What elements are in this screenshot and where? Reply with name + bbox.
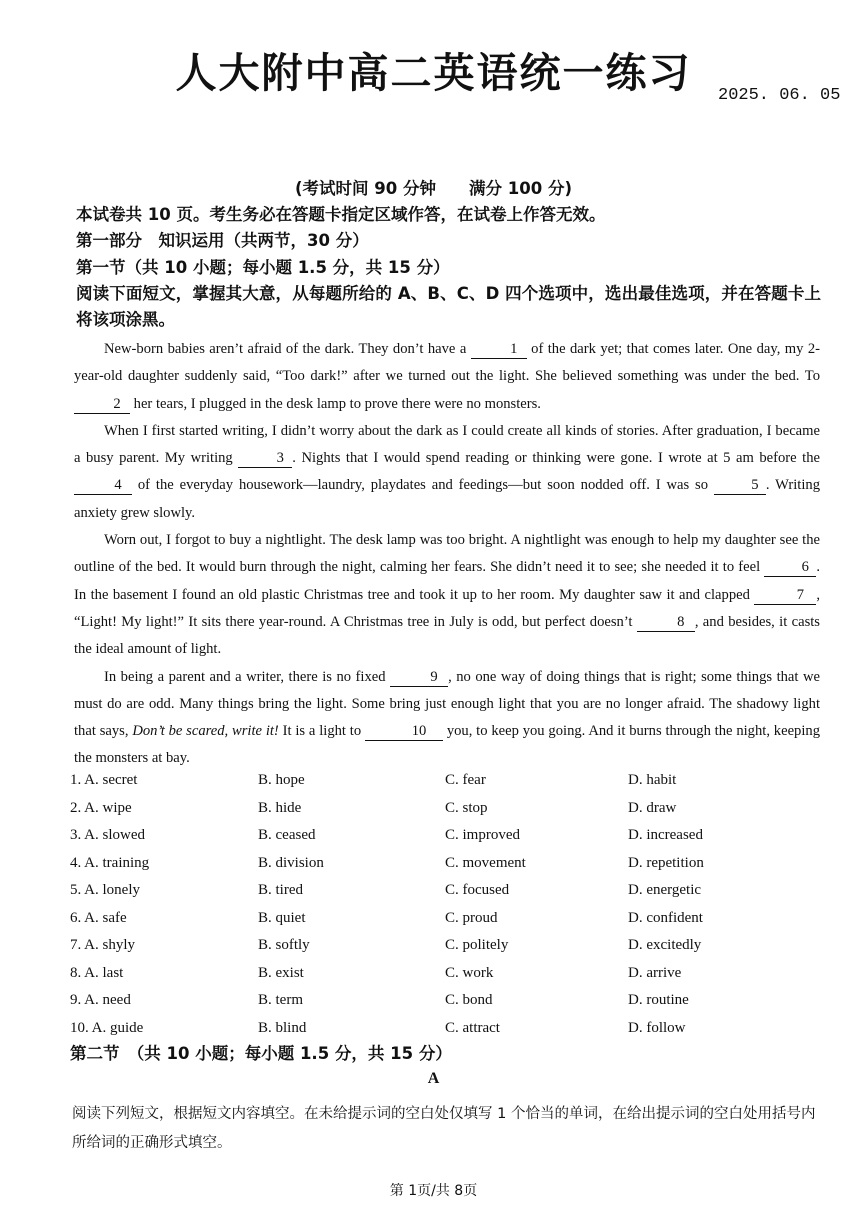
page-number: 第 1页/共 8页 bbox=[389, 1183, 478, 1199]
blank-10: 10 bbox=[365, 722, 443, 741]
cloze-passage bbox=[74, 336, 820, 773]
option-b: B. tired bbox=[258, 882, 303, 898]
option-c: C. stop bbox=[445, 799, 488, 816]
option-row bbox=[70, 992, 830, 1020]
passage-paragraph-1 bbox=[74, 336, 820, 418]
section2-subheading: A bbox=[427, 1070, 440, 1087]
passage-text: . In the basement I found an old plastic Christmas tree and took it up to her room. My daughter saw it and clapped bbox=[74, 559, 820, 603]
option-a: 9. A. need bbox=[70, 992, 131, 1008]
passage-text: . Writing anxiety grew slowly. bbox=[74, 477, 820, 521]
passage-italic-quote: Don’t be scared, write it! bbox=[132, 723, 279, 740]
blank-2: 2 bbox=[74, 395, 130, 414]
exam-date: 2025. 06. 05 bbox=[718, 86, 841, 105]
option-c: C. proud bbox=[445, 909, 498, 926]
option-b: B. ceased bbox=[258, 827, 316, 843]
option-c: C. bond bbox=[445, 992, 493, 1008]
passage-text: , “Light! My light!” It sits there year-round. A Christmas tree in July is odd, but perfect doesn’t bbox=[74, 586, 820, 630]
blank-7: 7 bbox=[754, 586, 816, 605]
option-row bbox=[70, 882, 830, 910]
option-a: 2. A. wipe bbox=[70, 799, 132, 816]
option-b: B. division bbox=[258, 854, 324, 871]
option-c: C. movement bbox=[445, 854, 526, 871]
option-row bbox=[70, 827, 830, 855]
blank-5: 5 bbox=[714, 476, 766, 495]
option-d: D. excitedly bbox=[628, 937, 702, 953]
option-c: C. improved bbox=[445, 827, 520, 843]
option-row bbox=[70, 855, 830, 883]
blank-1: 1 bbox=[471, 340, 527, 359]
blank-8: 8 bbox=[637, 613, 695, 632]
blank-3: 3 bbox=[238, 449, 292, 468]
option-d: D. follow bbox=[628, 1019, 686, 1036]
passage-text: . Nights that I would spend reading or thinking were gone. I wrote at 5 am before the bbox=[292, 450, 820, 467]
passage-text: of the dark yet; that comes later. One day, my 2-year-old daughter suddenly said, “Too dark!” after we turned out the light. She believed something was under the bed. To bbox=[74, 341, 820, 385]
option-b: B. term bbox=[258, 992, 303, 1008]
option-b: B. hide bbox=[258, 799, 302, 816]
option-d: D. increased bbox=[628, 827, 703, 843]
option-a: 5. A. lonely bbox=[70, 882, 140, 898]
passage-text: , and besides, it casts the ideal amount of light. bbox=[74, 613, 820, 658]
option-b: B. softly bbox=[258, 937, 310, 953]
option-a: 3. A. slowed bbox=[70, 827, 145, 843]
option-d: D. arrive bbox=[628, 964, 682, 981]
option-row bbox=[70, 800, 830, 828]
option-b: B. exist bbox=[258, 964, 304, 981]
answer-options bbox=[70, 772, 830, 1047]
passage-paragraph-4 bbox=[74, 664, 820, 773]
passage-text: When I first started writing, I didn’t worry about the dark as I could create all kinds of stories. After graduation, I became a busy parent. My writing bbox=[74, 422, 820, 467]
option-a: 6. A. safe bbox=[70, 909, 127, 926]
option-a: 10. A. guide bbox=[70, 1019, 144, 1036]
page-title: 人大附中高二英语统一练习 bbox=[175, 49, 692, 97]
option-row bbox=[70, 937, 830, 965]
option-a: 4. A. training bbox=[70, 854, 150, 871]
option-d: D. routine bbox=[628, 992, 689, 1008]
option-c: C. work bbox=[445, 964, 494, 981]
passage-text: , no one way of doing things that is right; some things that we must do are odd. Many things bring the light. Some bring just enough light that you are no longer afraid. The shadowy light that says, bbox=[74, 668, 820, 740]
passage-text: New-born babies aren’t afraid of the dark. They don’t have a bbox=[104, 341, 467, 357]
option-b: B. quiet bbox=[258, 909, 306, 926]
option-a: 1. A. secret bbox=[70, 772, 138, 788]
option-c: C. focused bbox=[445, 882, 510, 898]
option-d: D. draw bbox=[628, 799, 677, 816]
option-c: C. attract bbox=[445, 1019, 500, 1036]
option-c: C. politely bbox=[445, 937, 509, 953]
section1-directions: 阅读下面短文，掌握其大意，从每题所给的 A、B、C、D 四个选项中，选出最佳选项，并在答题卡上将该项涂黑。 bbox=[76, 284, 821, 329]
option-a: 8. A. last bbox=[70, 964, 124, 981]
passage-text: In being a parent and a writer, there is no fixed bbox=[104, 668, 386, 685]
option-b: B. hope bbox=[258, 772, 305, 788]
option-d: D. habit bbox=[628, 772, 677, 788]
option-c: C. fear bbox=[445, 772, 486, 788]
option-d: D. energetic bbox=[628, 882, 702, 898]
section2-directions: 阅读下列短文，根据短文内容填空。在未给提示词的空白处仅填写 1 个恰当的单词，在给出提示词的空白处用括号内所给词的正确形式填空。 bbox=[72, 1106, 816, 1151]
blank-9: 9 bbox=[390, 668, 448, 687]
passage-paragraph-2 bbox=[74, 418, 820, 527]
exam-info: (考试时间 90 分钟 满分 100 分) bbox=[295, 179, 572, 198]
option-row bbox=[70, 910, 830, 938]
section2-heading: 第二节 （共 10 小题；每小题 1.5 分，共 15 分） bbox=[70, 1044, 452, 1063]
part1-heading: 第一部分 知识运用（共两节，30 分） bbox=[76, 231, 369, 250]
passage-text: of the everyday housework—laundry, playdates and feedings—but soon nodded off. I was so bbox=[137, 477, 709, 494]
option-row bbox=[70, 772, 830, 800]
blank-6: 6 bbox=[764, 558, 816, 577]
option-d: D. repetition bbox=[628, 854, 704, 871]
section1-heading: 第一节（共 10 小题；每小题 1.5 分，共 15 分） bbox=[76, 258, 450, 277]
option-row bbox=[70, 965, 830, 993]
option-d: D. confident bbox=[628, 909, 703, 926]
passage-text: It is a light to bbox=[282, 723, 362, 740]
option-b: B. blind bbox=[258, 1019, 307, 1036]
option-a: 7. A. shyly bbox=[70, 937, 136, 953]
passage-text: Worn out, I forgot to buy a nightlight. The desk lamp was too bright. A nightlight was enough to help my daughter see the outline of the bed. It would burn through the night, calming her fears. She didn’t need it to see; she needed it to feel bbox=[74, 532, 820, 576]
passage-paragraph-3 bbox=[74, 527, 820, 663]
blank-4: 4 bbox=[74, 476, 132, 495]
passage-text: her tears, I plugged in the desk lamp to prove there were no monsters. bbox=[133, 395, 541, 412]
notice-line: 本试卷共 10 页。考生务必在答题卡指定区域作答，在试卷上作答无效。 bbox=[76, 205, 606, 224]
passage-text: you, to keep you going. And it burns through the night, keeping the monsters at bay. bbox=[74, 723, 820, 767]
